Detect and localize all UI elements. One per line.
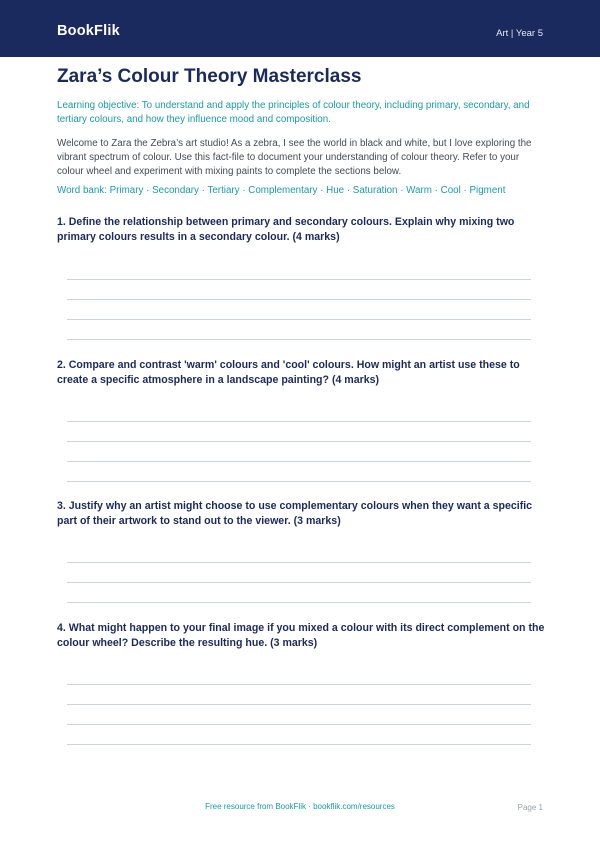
question-1: 1. Define the relationship between primary and secondary colours. Explain why mixing two primary colours results in a secondary colour. (4 marks) — [57, 216, 515, 243]
answer-line-3-3[interactable] — [67, 602, 531, 603]
question-2: 2. Compare and contrast 'warm' colours and 'cool' colours. How might an artist use these to create a specific atmosphere in a landscape painting? (4 marks) — [57, 359, 520, 386]
answer-line-4-4[interactable] — [67, 744, 531, 745]
answer-line-4-1[interactable] — [67, 684, 531, 685]
answer-line-4-2[interactable] — [67, 704, 531, 705]
answer-line-1-2[interactable] — [67, 299, 531, 300]
question-3: 3. Justify why an artist might choose to use complementary colours when they want a specific part of their artwork to stand out to the viewer. (3 marks) — [57, 500, 533, 527]
answer-line-2-4[interactable] — [67, 481, 531, 482]
answer-line-3-2[interactable] — [67, 582, 531, 583]
word-bank: Word bank: Primary · Secondary · Tertiary · Complementary · Hue · Saturation · Warm · Cool · Pigment — [57, 185, 506, 196]
answer-line-3-1[interactable] — [67, 562, 531, 563]
answer-line-2-2[interactable] — [67, 441, 531, 442]
page-title: Zara’s Colour Theory Masterclass — [57, 66, 362, 87]
question-4: 4. What might happen to your final image if you mixed a colour with its direct complement on the colour wheel? Describe the resulting hue. (3 marks) — [57, 622, 545, 649]
brand-logo: BookFlik — [57, 23, 120, 39]
intro-paragraph: Welcome to Zara the Zebra’s art studio! As a zebra, I see the world in black and white, but I love exploring the vibrant spectrum of colour. Use this fact-file to document your understanding of colour theory. Refer to your colour wheel and experiment with mixing paints to complete the sections below. — [57, 138, 532, 177]
footer-source-link[interactable]: Free resource from BookFlik · bookflik.com/resources — [205, 802, 395, 811]
answer-line-2-3[interactable] — [67, 461, 531, 462]
learning-objective: Learning objective: To understand and apply the principles of colour theory, including primary, secondary, and tertiary colours, and how they influence mood and composition. — [57, 100, 530, 125]
answer-line-2-1[interactable] — [67, 421, 531, 422]
page-header — [0, 0, 600, 57]
answer-line-1-1[interactable] — [67, 279, 531, 280]
answer-line-1-4[interactable] — [67, 339, 531, 340]
page-number: Page 1 — [517, 803, 543, 812]
answer-line-1-3[interactable] — [67, 319, 531, 320]
subject-year-label: Art | Year 5 — [496, 28, 543, 39]
answer-line-4-3[interactable] — [67, 724, 531, 725]
